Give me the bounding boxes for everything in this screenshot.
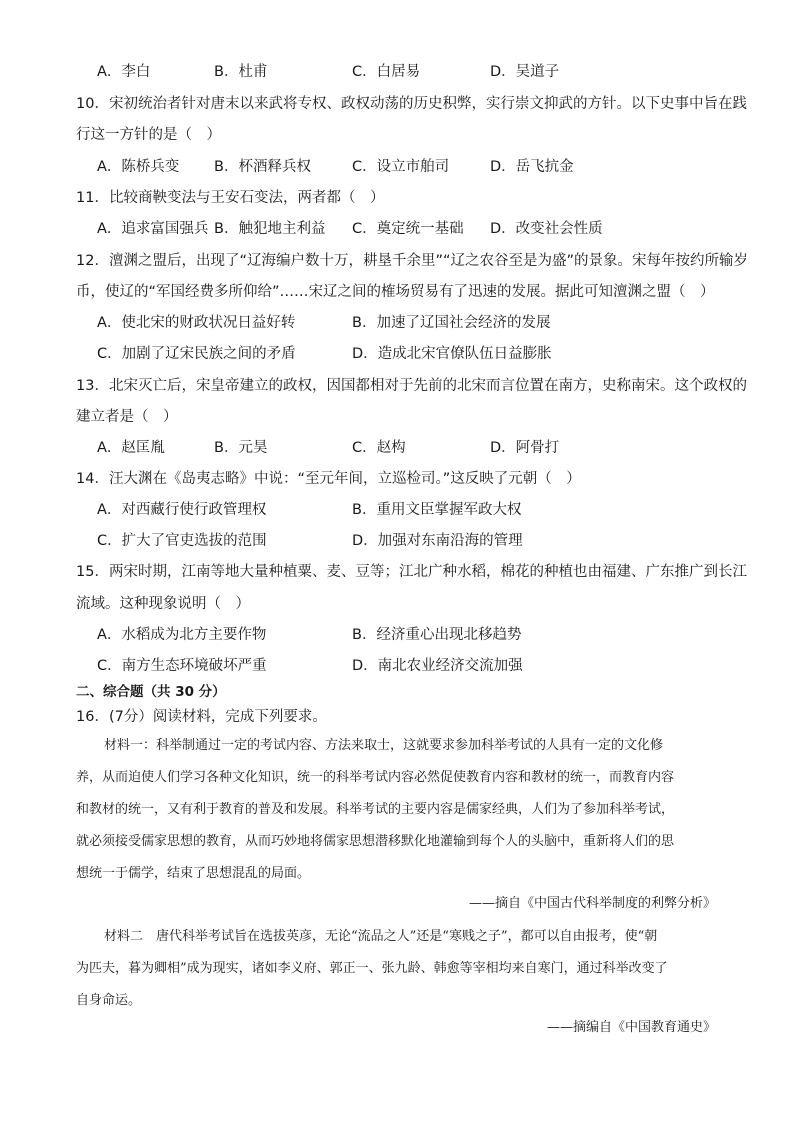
q10-option-b: B．杯酒释兵权 bbox=[214, 159, 311, 175]
material1-line-3: 和教材的统一，又有利于教育的普及和发展。科举考试的主要内容是儒家经典，人们为了参加科举考试， bbox=[76, 802, 675, 817]
q11-option-a: A．追求富国强兵 bbox=[97, 221, 209, 237]
q14-option-d: D．加强对东南沿海的管理 bbox=[352, 533, 523, 549]
q14-option-c: C．扩大了官吏选拔的范围 bbox=[97, 533, 267, 549]
material2-line-1: 材料二 唐代科举考试旨在选拔英彦，无论“流品之人”还是“寒贱之子”，都可以自由报考，使“朝 bbox=[104, 929, 658, 944]
q12-stem-line-1: 12．澶渊之盟后，出现了“辽海编户数十万，耕垦千余里”“辽之农谷至是为盛”的景象。宋每年按约所输岁 bbox=[76, 253, 748, 269]
material2-source: ——摘编自《中国教育通史》 bbox=[546, 1020, 716, 1035]
q13-option-d: D．阿骨打 bbox=[490, 440, 560, 456]
material1-line-2: 养，从而迫使人们学习各种文化知识，统一的科举考试内容必然促使教育内容和教材的统一，而教育内容 bbox=[76, 770, 675, 785]
material1-line-5: 想统一于儒学，结束了思想混乱的局面。 bbox=[76, 866, 311, 881]
q9-option-c: C．白居易 bbox=[352, 64, 421, 80]
material2-line-2: 为匹夫，暮为卿相”成为现实，诸如李义府、郭正一、张九龄、韩愈等宰相均来自寒门，通过科举改变了 bbox=[76, 961, 668, 976]
q13-option-b: B．元昊 bbox=[214, 440, 268, 456]
q14-stem: 14．汪大渊在《岛夷志略》中说：“至元年间，立巡检司。”这反映了元朝（ ） bbox=[76, 471, 581, 487]
q15-option-c: C．南方生态环境破坏严重 bbox=[97, 658, 267, 674]
q11-option-c: C．奠定统一基础 bbox=[352, 221, 464, 237]
q15-stem-line-1: 15．两宋时期，江南等地大量种植粟、麦、豆等；江北广种水稻，棉花的种植也由福建、广东推广到长江 bbox=[76, 564, 747, 580]
q11-option-d: D．改变社会性质 bbox=[490, 221, 603, 237]
q11-option-b: B．触犯地主利益 bbox=[214, 221, 326, 237]
q12-option-d: D．造成北宋官僚队伍日益膨胀 bbox=[352, 346, 552, 362]
q9-option-d: D．吴道子 bbox=[490, 64, 560, 80]
q12-stem-line-2: 币，使辽的“军国经费多所仰给”……宋辽之间的榷场贸易有了迅速的发展。据此可知澶渊之盟（ ） bbox=[76, 284, 715, 300]
q15-option-a: A．水稻成为北方主要作物 bbox=[97, 627, 267, 643]
q13-stem-line-2: 建立者是（ ） bbox=[76, 409, 178, 425]
material1-source: ——摘自《中国古代科举制度的利弊分析》 bbox=[468, 896, 716, 911]
material1-line-4: 就必须接受儒家思想的教育，从而巧妙地将儒家思想潜移默化地灌输到每个人的头脑中，重新将人们的思 bbox=[76, 834, 675, 849]
q15-stem-line-2: 流域。这种现象说明（ ） bbox=[76, 596, 250, 612]
material2-line-3: 自身命运。 bbox=[76, 993, 142, 1008]
q9-option-b: B．杜甫 bbox=[214, 64, 268, 80]
q15-option-b: B．经济重心出现北移趋势 bbox=[352, 627, 522, 643]
q11-stem: 11．比较商鞅变法与王安石变法，两者都（ ） bbox=[76, 190, 385, 206]
q13-option-c: C．赵构 bbox=[352, 440, 406, 456]
q10-stem-line-2: 行这一方针的是（ ） bbox=[76, 127, 221, 143]
q13-option-a: A．赵匡胤 bbox=[97, 440, 165, 456]
q10-stem-line-1: 10．宋初统治者针对唐末以来武将专权、政权动荡的历史积弊，实行崇文抑武的方针。以下史事中旨在践 bbox=[76, 96, 747, 112]
q12-option-b: B．加速了辽国社会经济的发展 bbox=[352, 315, 551, 331]
q15-option-d: D．南北农业经济交流加强 bbox=[352, 658, 523, 674]
q16-stem: 16．(7分）阅读材料，完成下列要求。 bbox=[76, 709, 327, 725]
q13-stem-line-1: 13．北宋灭亡后，宋皇帝建立的政权，因国都相对于先前的北宋而言位置在南方，史称南宋。这个政权的 bbox=[76, 378, 747, 394]
q12-option-c: C．加剧了辽宋民族之间的矛盾 bbox=[97, 346, 296, 362]
q10-option-c: C．设立市舶司 bbox=[352, 159, 450, 175]
q14-option-b: B．重用文臣掌握军政大权 bbox=[352, 502, 522, 518]
section-heading: 二、综合题（共 30 分） bbox=[76, 684, 226, 700]
q10-option-a: A．陈桥兵变 bbox=[97, 159, 180, 175]
q10-option-d: D．岳飞抗金 bbox=[490, 159, 574, 175]
q14-option-a: A．对西藏行使行政管理权 bbox=[97, 502, 267, 518]
q12-option-a: A．使北宋的财政状况日益好转 bbox=[97, 315, 296, 331]
material1-line-1: 材料一：科举制通过一定的考试内容、方法来取士，这就要求参加科举考试的人具有一定的文化修 bbox=[104, 738, 664, 753]
q9-option-a: A．李白 bbox=[97, 64, 151, 80]
